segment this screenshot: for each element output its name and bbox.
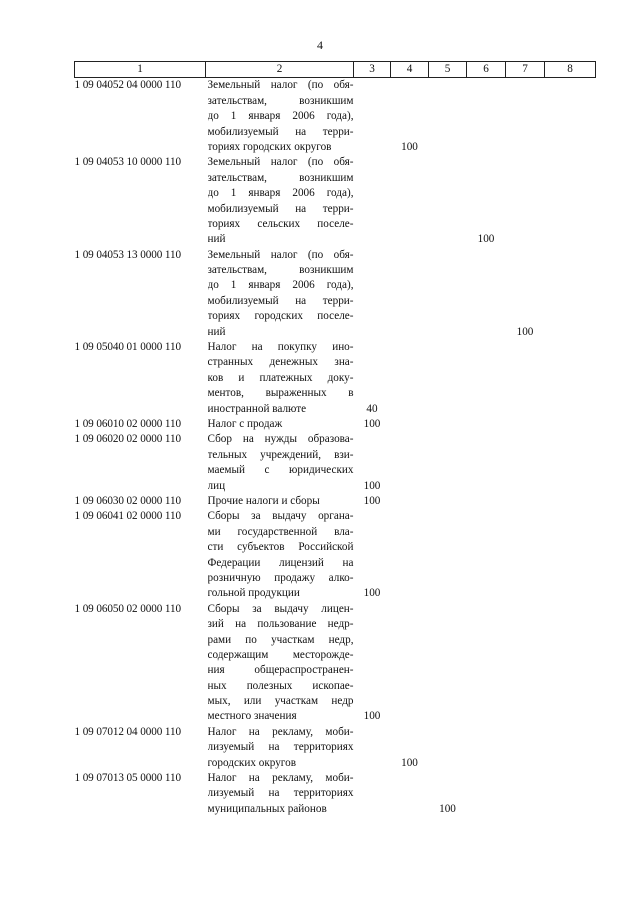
row-value-col-3: 100 bbox=[363, 418, 381, 430]
column-header: 2 bbox=[206, 62, 354, 78]
row-value-col-5 bbox=[429, 155, 467, 247]
row-value-col-3 bbox=[354, 771, 391, 817]
row-name bbox=[206, 155, 354, 247]
row-name-line: Сбор на нужды образова- bbox=[207, 433, 354, 446]
row-code: 1 09 07012 04 0000 110 bbox=[74, 725, 181, 738]
row-value-col-5 bbox=[429, 509, 467, 601]
row-value-col-4 bbox=[391, 432, 429, 494]
table-row bbox=[75, 248, 596, 340]
column-header: 4 bbox=[391, 62, 429, 78]
row-code: 1 09 06050 02 0000 110 bbox=[74, 602, 181, 615]
row-name-line: ний bbox=[207, 325, 226, 338]
row-value-col-8 bbox=[545, 509, 596, 601]
row-name-line: мобилизуемый на терри- bbox=[207, 125, 354, 138]
row-value-col-7 bbox=[506, 602, 545, 725]
row-value-col-3 bbox=[354, 155, 391, 247]
row-value-col-5 bbox=[429, 417, 467, 432]
column-header: 3 bbox=[354, 62, 391, 78]
row-name-line: зательствам, возникшим bbox=[207, 94, 354, 107]
row-value-col-7 bbox=[506, 494, 545, 509]
row-name-line: Земельный налог (по обя- bbox=[207, 248, 354, 261]
row-name-line: до 1 января 2006 года), bbox=[207, 279, 354, 292]
row-value-col-3 bbox=[354, 248, 391, 340]
row-code: 1 09 07013 05 0000 110 bbox=[74, 772, 181, 785]
row-name-line: розничную продажу алко- bbox=[207, 571, 354, 584]
column-header: 5 bbox=[429, 62, 467, 78]
row-value-col-5 bbox=[429, 78, 467, 155]
row-value-col-6 bbox=[467, 771, 506, 817]
row-name-line: ториях городских поселе- bbox=[207, 310, 354, 323]
row-name-line: маемый с юридических bbox=[207, 464, 354, 477]
row-name-line: Земельный налог (по обя- bbox=[207, 79, 354, 92]
row-name-line: зательствам, возникшим bbox=[207, 171, 354, 184]
row-name-line: лиц bbox=[207, 479, 226, 492]
row-value-col-4 bbox=[391, 155, 429, 247]
row-name-line: Сборы за выдачу лицен- bbox=[207, 602, 354, 615]
row-code: 1 09 04053 10 0000 110 bbox=[74, 156, 181, 169]
row-value-col-4 bbox=[391, 248, 429, 340]
row-value-col-7 bbox=[506, 509, 545, 601]
row-name bbox=[206, 602, 354, 725]
row-name-line: до 1 января 2006 года), bbox=[207, 110, 354, 123]
row-name-line: городских округов bbox=[207, 756, 296, 769]
row-value-col-6 bbox=[467, 78, 506, 155]
table-row bbox=[75, 432, 596, 494]
row-name-line: ных полезных ископае- bbox=[207, 679, 354, 692]
row-name-line: ментов, выраженных в bbox=[207, 387, 354, 400]
row-value-col-5 bbox=[429, 602, 467, 725]
row-name-line: мобилизуемый на терри- bbox=[207, 294, 354, 307]
row-name-line: муниципальных районов bbox=[207, 802, 327, 815]
row-value-col-4 bbox=[391, 417, 429, 432]
row-value-col-6 bbox=[467, 432, 506, 494]
row-name-line: ков и платежных доку- bbox=[207, 371, 354, 384]
row-name-line: ми государственной вла- bbox=[207, 525, 354, 538]
row-value-col-8 bbox=[545, 494, 596, 509]
row-value-col-7 bbox=[506, 771, 545, 817]
row-value-col-7 bbox=[506, 155, 545, 247]
row-value-col-5: 100 bbox=[439, 802, 456, 815]
row-name-line: зий на пользование недр- bbox=[207, 618, 354, 631]
row-value-col-8 bbox=[545, 340, 596, 417]
row-name-line: Налог на рекламу, моби- bbox=[207, 772, 354, 785]
table-row bbox=[75, 155, 596, 247]
revenue-table bbox=[74, 61, 596, 817]
row-value-col-4: 100 bbox=[401, 756, 418, 769]
row-value-col-6 bbox=[467, 725, 506, 771]
row-code: 1 09 06020 02 0000 110 bbox=[74, 433, 181, 446]
row-name bbox=[206, 771, 354, 817]
row-value-col-4 bbox=[391, 509, 429, 601]
row-value-col-6 bbox=[467, 494, 506, 509]
row-name-line: тельных учреждений, взи- bbox=[207, 448, 354, 461]
column-header: 1 bbox=[75, 62, 206, 78]
table-row bbox=[75, 771, 596, 817]
row-value-col-3 bbox=[354, 78, 391, 155]
row-value-col-3: 100 bbox=[363, 710, 381, 723]
row-name-line: Налог с продаж bbox=[207, 418, 283, 430]
table-header-row bbox=[75, 62, 596, 78]
row-name-line: ториях городских округов bbox=[207, 140, 332, 153]
row-value-col-8 bbox=[545, 725, 596, 771]
row-value-col-4 bbox=[391, 494, 429, 509]
row-name-line: Земельный налог (по обя- bbox=[207, 156, 354, 169]
row-name-line: ториях сельских поселе- bbox=[207, 217, 354, 230]
row-name bbox=[206, 248, 354, 340]
row-value-col-7 bbox=[506, 432, 545, 494]
row-name bbox=[206, 78, 354, 155]
row-value-col-8 bbox=[545, 155, 596, 247]
row-name-line: Прочие налоги и сборы bbox=[207, 494, 320, 507]
row-name bbox=[206, 432, 354, 494]
table-row bbox=[75, 78, 596, 155]
row-value-col-3: 100 bbox=[363, 587, 381, 600]
row-name-line: гольной продукции bbox=[207, 587, 300, 600]
row-value-col-5 bbox=[429, 494, 467, 509]
row-name-line: мобилизуемый на терри- bbox=[207, 202, 354, 215]
page-number: 4 bbox=[317, 38, 323, 52]
row-value-col-8 bbox=[545, 432, 596, 494]
row-value-col-6 bbox=[467, 248, 506, 340]
row-value-col-3: 40 bbox=[366, 402, 378, 415]
row-code: 1 09 04053 13 0000 110 bbox=[74, 248, 181, 261]
row-code: 1 09 06010 02 0000 110 bbox=[74, 418, 181, 430]
row-name-line: Сборы за выдачу органа- bbox=[207, 510, 354, 523]
row-value-col-8 bbox=[545, 248, 596, 340]
row-value-col-8 bbox=[545, 771, 596, 817]
row-value-col-6: 100 bbox=[477, 233, 495, 246]
row-name-line: странных денежных зна- bbox=[207, 356, 354, 369]
row-name-line: лизуемый на территориях bbox=[207, 787, 354, 800]
row-value-col-6 bbox=[467, 417, 506, 432]
row-value-col-6 bbox=[467, 602, 506, 725]
row-value-col-4 bbox=[391, 602, 429, 725]
row-value-col-3: 100 bbox=[363, 494, 381, 507]
row-name-line: зательствам, возникшим bbox=[207, 264, 354, 277]
row-name-line: Федерации лицензий на bbox=[207, 556, 354, 569]
column-header: 6 bbox=[467, 62, 506, 78]
table-row bbox=[75, 725, 596, 771]
row-value-col-4 bbox=[391, 340, 429, 417]
row-name-line: до 1 января 2006 года), bbox=[207, 187, 354, 200]
row-name-line: сти субъектов Российской bbox=[207, 541, 354, 554]
row-value-col-4: 100 bbox=[401, 140, 418, 153]
row-value-col-3: 100 bbox=[363, 479, 381, 492]
table-row bbox=[75, 602, 596, 725]
row-name-line: Налог на рекламу, моби- bbox=[207, 725, 354, 738]
row-name bbox=[206, 494, 354, 509]
row-name-line: лизуемый на территориях bbox=[207, 741, 354, 754]
row-name-line: ний bbox=[207, 233, 226, 246]
row-value-col-6 bbox=[467, 340, 506, 417]
row-code: 1 09 06030 02 0000 110 bbox=[74, 494, 181, 507]
row-value-col-4 bbox=[391, 771, 429, 817]
row-code: 1 09 05040 01 0000 110 bbox=[74, 341, 181, 354]
table-row bbox=[75, 417, 596, 432]
table-row bbox=[75, 340, 596, 417]
row-value-col-5 bbox=[429, 432, 467, 494]
row-value-col-7 bbox=[506, 725, 545, 771]
row-value-col-7 bbox=[506, 417, 545, 432]
row-value-col-7 bbox=[506, 78, 545, 155]
row-value-col-8 bbox=[545, 602, 596, 725]
row-value-col-7 bbox=[506, 340, 545, 417]
row-value-col-3 bbox=[354, 725, 391, 771]
row-name-line: мых, или участкам недр bbox=[207, 695, 354, 708]
row-name bbox=[206, 725, 354, 771]
row-name-line: содержащим месторожде- bbox=[207, 648, 354, 661]
row-value-col-8 bbox=[545, 417, 596, 432]
row-name-line: местного значения bbox=[207, 710, 297, 723]
row-value-col-5 bbox=[429, 248, 467, 340]
table-row bbox=[75, 494, 596, 509]
row-value-col-8 bbox=[545, 78, 596, 155]
row-value-col-5 bbox=[429, 725, 467, 771]
row-name-line: Налог на покупку ино- bbox=[207, 341, 354, 354]
column-header: 8 bbox=[545, 62, 596, 78]
table-body bbox=[75, 78, 596, 817]
row-name-line: иностранной валюте bbox=[207, 402, 307, 415]
row-name-line: ния общераспространен- bbox=[207, 664, 354, 677]
row-code: 1 09 04052 04 0000 110 bbox=[74, 79, 181, 92]
row-value-col-6 bbox=[467, 509, 506, 601]
row-name bbox=[206, 509, 354, 601]
row-name bbox=[206, 417, 354, 432]
row-name bbox=[206, 340, 354, 417]
table-row bbox=[75, 509, 596, 601]
row-value-col-5 bbox=[429, 340, 467, 417]
column-header: 7 bbox=[506, 62, 545, 78]
row-name-line: рами по участкам недр, bbox=[207, 633, 354, 646]
row-value-col-7: 100 bbox=[516, 325, 534, 338]
row-code: 1 09 06041 02 0000 110 bbox=[74, 510, 181, 523]
